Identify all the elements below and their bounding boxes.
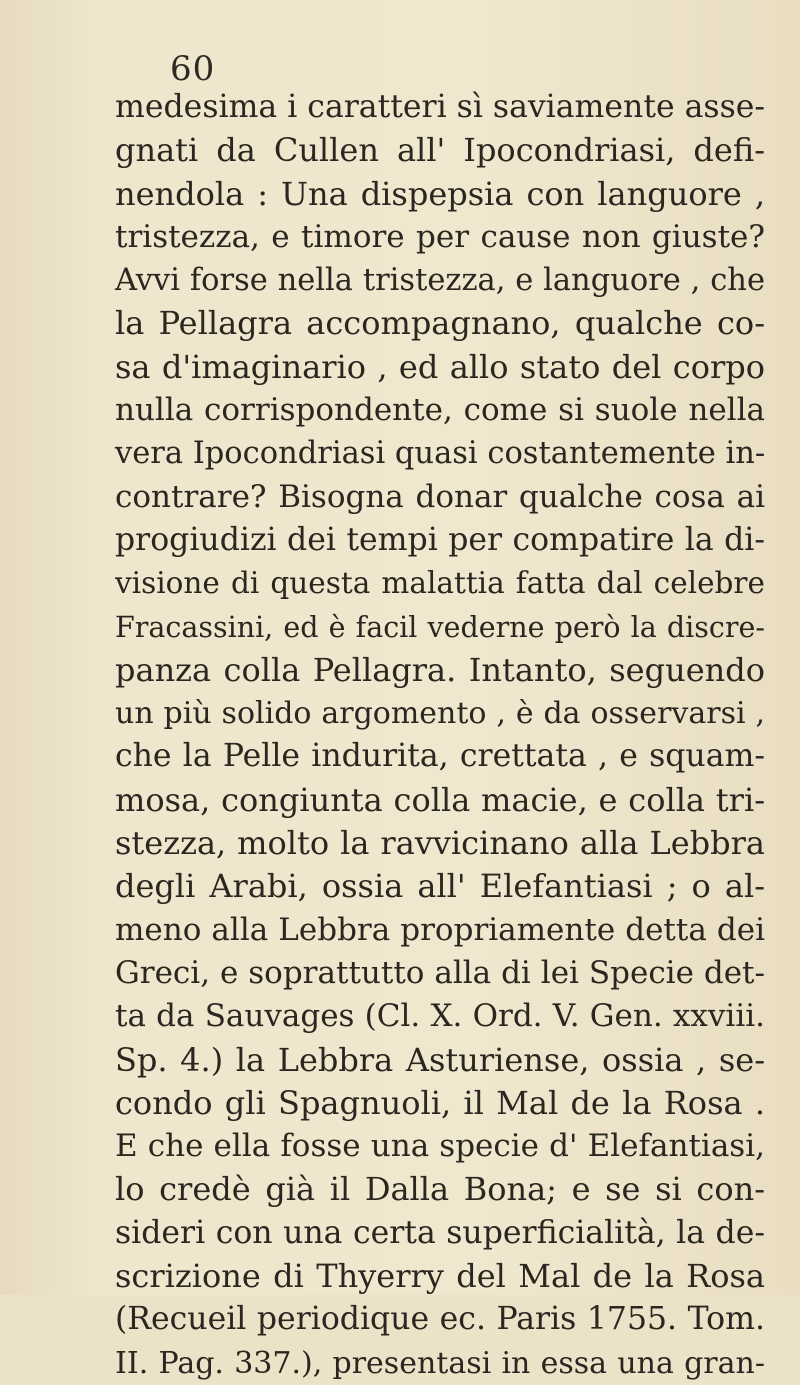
text-line: lo credè già il Dalla Bona; e se si con- <box>115 1170 765 1209</box>
text-line: panza colla Pellagra. Intanto, seguendo <box>115 650 765 689</box>
text-line: medesima i caratteri sì saviamente asse- <box>115 89 766 125</box>
text-line: progiudizi dei tempi per compatire la di- <box>115 521 765 558</box>
text-line: scrizione di Thyerry del Mal de la Rosa <box>115 1257 765 1296</box>
text-line: II. Pag. 337.), presentasi in essa una gran- <box>115 1345 765 1381</box>
text-line: sa d'imaginario , ed allo stato del corpo <box>115 347 765 386</box>
text-line: tristezza, e timore per cause non giuste? <box>115 218 765 255</box>
text-line: vera Ipocondriasi quasi costantemente in- <box>115 436 766 472</box>
text-line: meno alla Lebbra propriamente detta dei <box>115 911 765 948</box>
text-line: Greci, e soprattutto alla di lei Specie det- <box>115 954 765 991</box>
text-line: Sp. 4.) la Lebbra Asturiense, ossia , se- <box>115 1040 765 1079</box>
text-line: Avvi forse nella tristezza, e languore , che <box>115 263 765 299</box>
text-line: condo gli Spagnuoli, il Mal de la Rosa . <box>115 1083 765 1122</box>
body-text <box>115 86 765 1385</box>
text-line: nendola : Una dispepsia con languore , <box>115 174 765 213</box>
text-line: gnati da Cullen all' Ipocondriasi, defi- <box>115 131 765 170</box>
text-line: contrare? Bisogna donar qualche cosa ai <box>115 478 765 515</box>
text-line: ta da Sauvages (Cl. X. Ord. V. Gen. xxviii. <box>115 998 765 1035</box>
text-line: nulla corrispondente, come si suole nella <box>115 392 765 429</box>
page-number: 60 <box>170 49 216 89</box>
text-line: (Recueil periodique ec. Paris 1755. Tom. <box>115 1301 765 1338</box>
text-line: stezza, molto la ravvicinano alla Lebbra <box>115 824 765 863</box>
text-line: mosa, congiunta colla macie, e colla tri- <box>115 780 765 819</box>
text-line: la Pellagra accompagnano, qualche co- <box>115 304 765 343</box>
text-line: sideri con una certa superficialità, la de- <box>115 1214 765 1251</box>
text-line: visione di questa malattia fatta dal celebre <box>115 566 765 601</box>
text-line: degli Arabi, ossia all' Elefantiasi ; o al- <box>115 867 765 906</box>
text-line: E che ella fosse una specie d' Elefantiasi, <box>115 1128 765 1165</box>
text-line: un più solido argomento , è da osservarsi , <box>115 696 765 732</box>
text-line: Fracassini, ed è facil vederne però la discre- <box>115 610 765 644</box>
text-line: che la Pelle indurita, crettata , e squam- <box>115 738 765 775</box>
